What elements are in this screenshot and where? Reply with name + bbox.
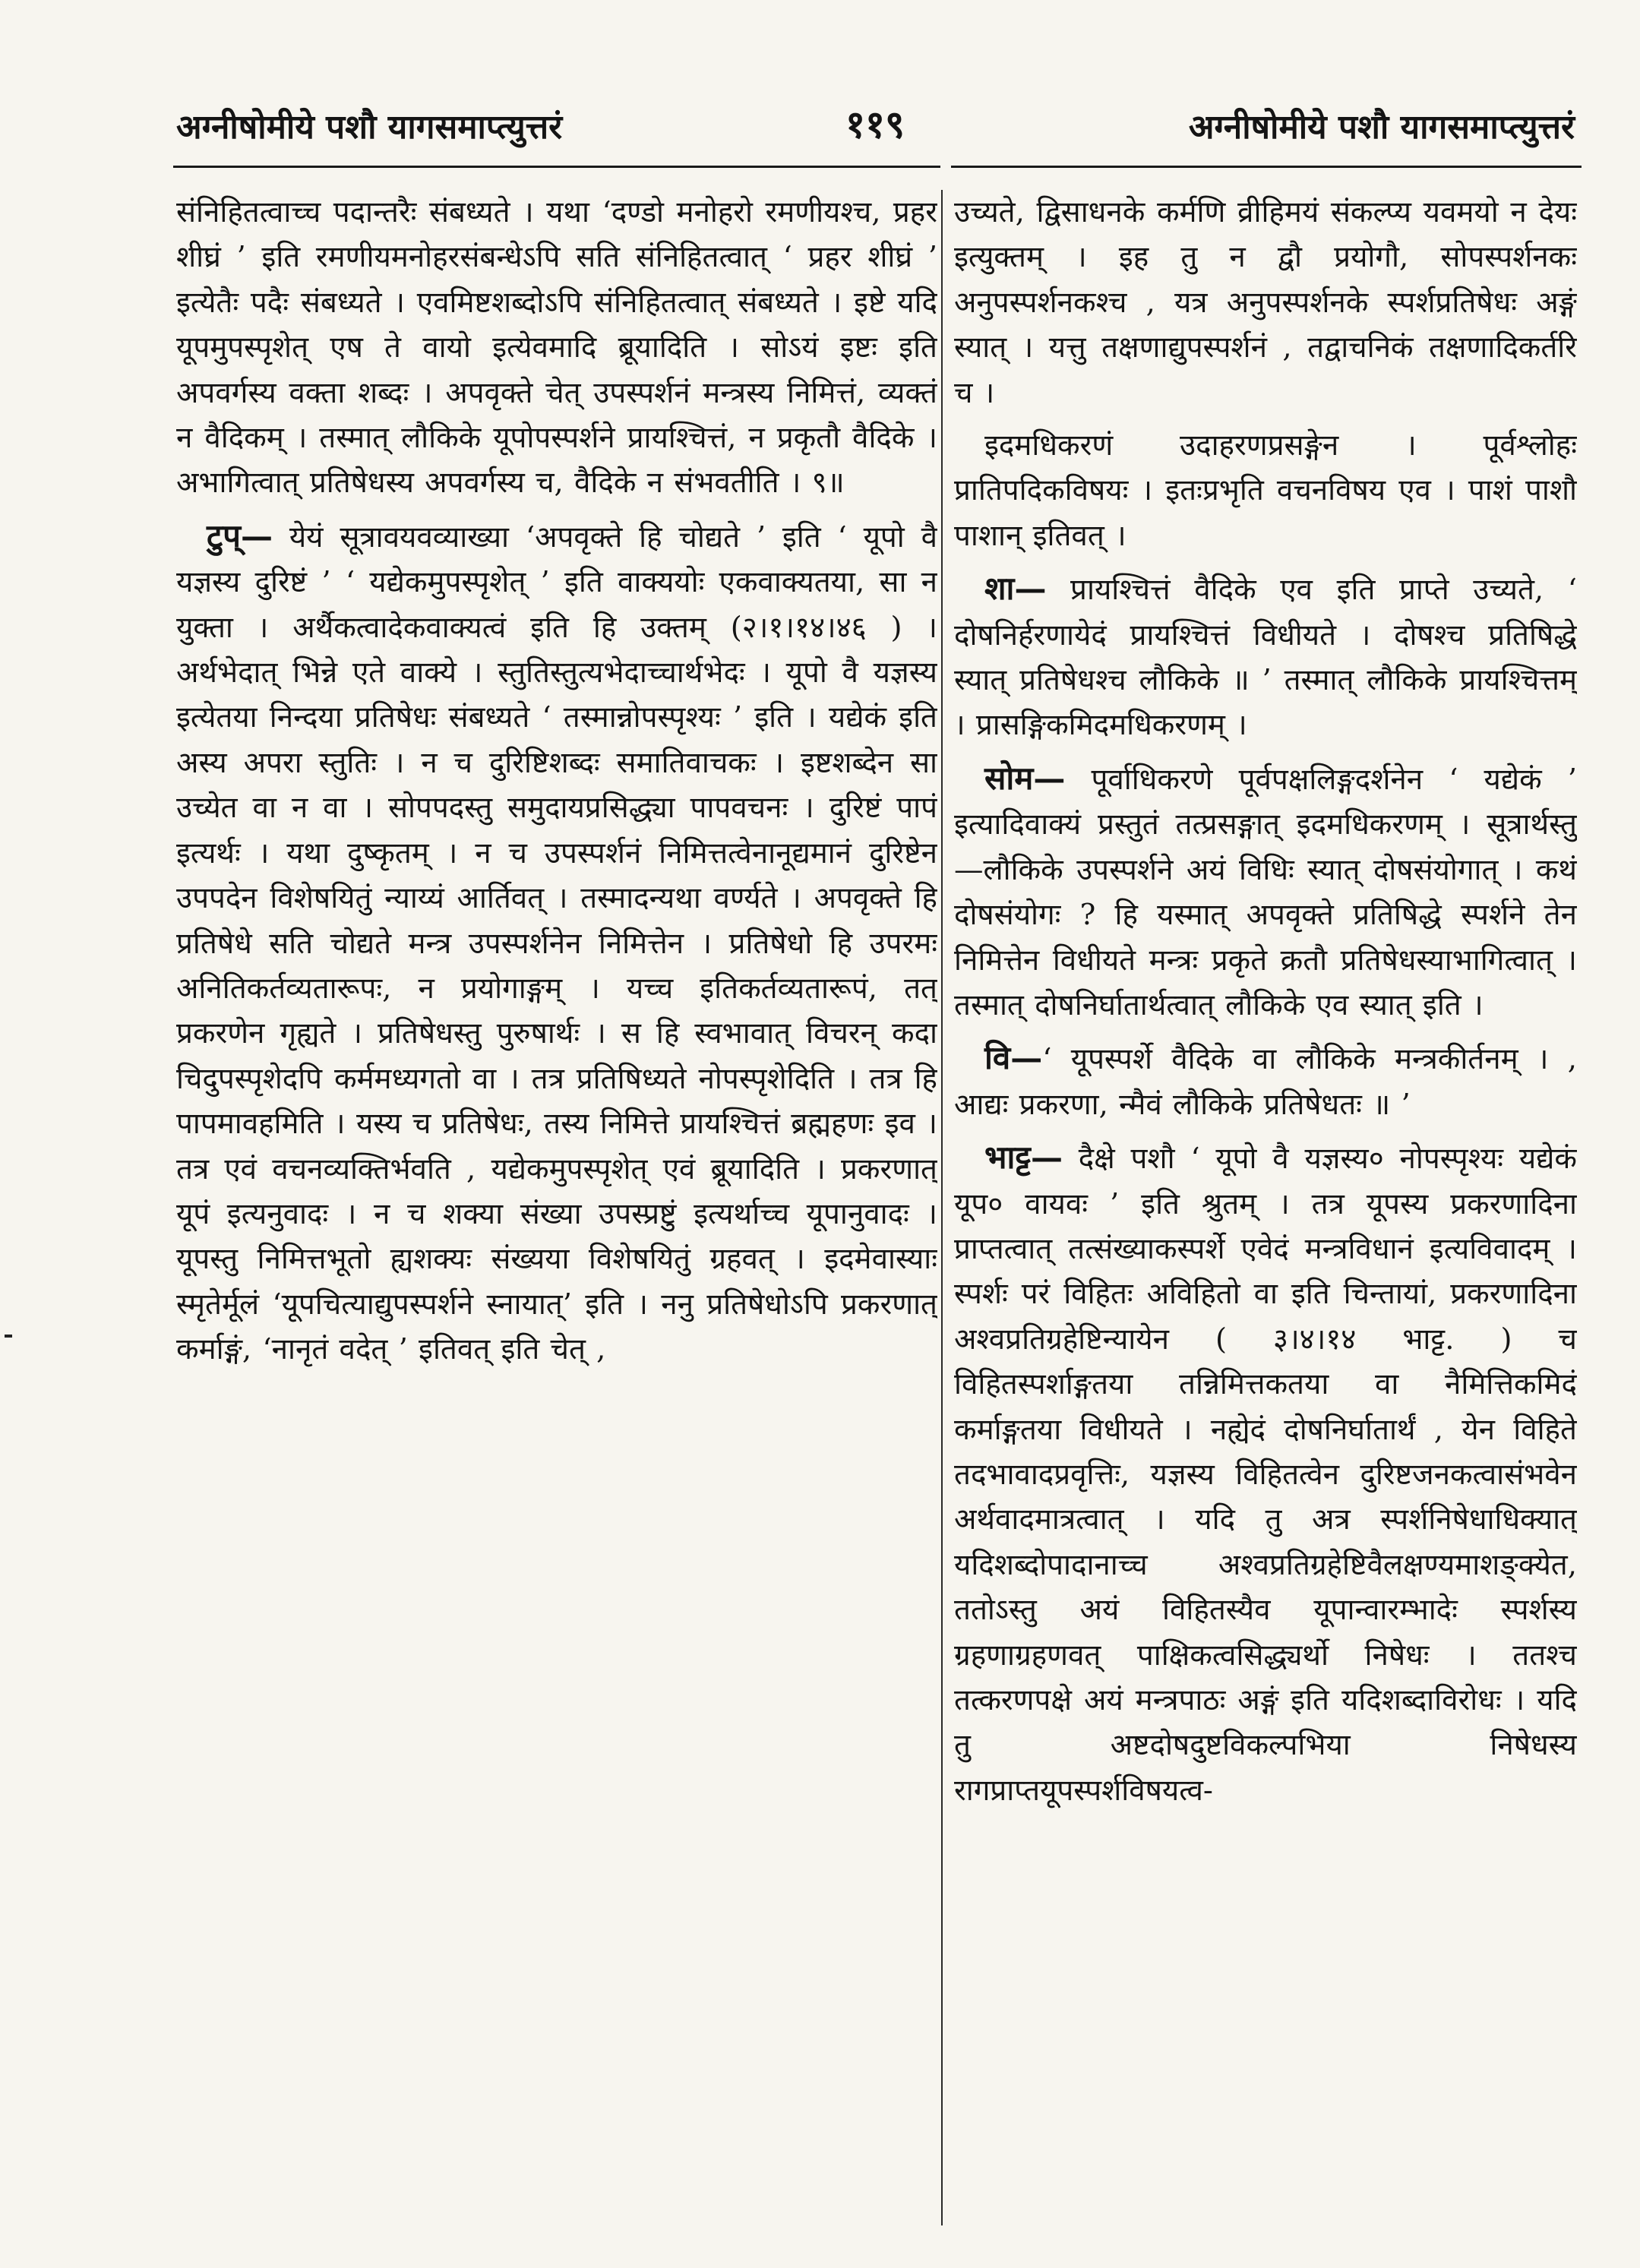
column-divider <box>941 190 943 2225</box>
margin-mark <box>5 1335 12 1338</box>
paragraph <box>954 566 1577 748</box>
paragraph-text: प्रायश्चित्तं वैदिके एव इति प्राप्ते उच्यते, ‘ दोषनिर्हरणायेदं प्रायश्चित्तं विधीयते । दोषश्च प्रतिषिद्धे स्यात् प्रतिषेधश्च लौकिके ॥ ’ तस्मात् लौकिके प्रायश्चित्तम् । प्रासङ्गिकमिदमधिकरणम् । <box>954 573 1577 743</box>
running-head-right: अग्नीषोमीये पशौ यागसमाप्त्युत्तरं <box>1188 108 1575 147</box>
paragraph-text: पूर्वाधिकरणे पूर्वपक्षलिङ्गदर्शनेन ‘ यद्येकं ’ इत्यादिवाक्यं प्रस्तुतं तत्प्रसङ्गात् इदमधिकरणम् । सूत्रार्थस्तु—लौकिके उपस्पर्शने अयं विधिः स्यात् दोषसंयोगात् । कथं दोषसंयोगः ? हि यस्मात् अपवृक्ते प्रतिषिद्धे स्पर्शने तेन निमित्तेन विधीयते मन्त्रः प्रकृते क्रतौ प्रतिषेधस्याभागित्वात् । तस्मात् दोषनिर्घातार्थत्वात् लौकिके एव स्यात् इति । <box>954 762 1577 1022</box>
paragraph-text: इदमधिकरणं उदाहरणप्रसङ्गेन । पूर्वश्लोहः प्रातिपदिकविषयः । इतःप्रभृति वचनविषय एव । पाशं पाशौ पाशान् इतिवत् । <box>954 428 1577 553</box>
commentary-marker: वि— <box>984 1039 1043 1077</box>
left-text-column <box>176 190 937 2241</box>
header-rule-left <box>173 166 940 168</box>
paragraph <box>176 513 937 1372</box>
commentary-marker: टुप्— <box>207 516 273 554</box>
paragraph <box>954 1135 1577 1813</box>
paragraph-text: दैक्षे पशौ ‘ यूपो वै यज्ञस्य० नोपस्पृश्यः यद्येकं यूप० वायवः ’ इति श्रुतम् । तत्र यूपस्य प्रकरणादिना प्राप्तत्वात् तत्संख्याकस्पर्शे एवेदं मन्त्रविधानं इत्यविवादम् । स्पर्शः परं विहितः अविहितो वा इति चिन्तायां, प्रकरणादिना अश्वप्रतिग्रहेष्टिन्यायेन ( ३।४।१४ भाट्ट. ) च विहितस्पर्शाङ्गतया तन्निमित्तकतया वा नैमित्तिकमिदं कर्माङ्गतया विधीयते । नह्येदं दोषनिर्घातार्थं , येन विहिते तदभावादप्रवृत्तिः, यज्ञस्य विहितत्वेन दुरिष्टजनकत्वासंभवेन अर्थवादमात्रत्वात् । यदि तु अत्र स्पर्शनिषेधाधिक्यात् यदिशब्दोपादानाच्च अश्वप्रतिग्रहेष्टिवैलक्षण्यमाशङ्क्येत, ततोऽस्तु अयं विहितस्यैव यूपान्वारम्भादेः स्पर्शस्य ग्रहणाग्रहणवत् पाक्षिकत्वसिद्ध्यर्थो निषेधः । ततश्च तत्करणपक्षे अयं मन्त्रपाठः अङ्गं इति यदिशब्दाविरोधः । यदि तु अष्टदोषदुष्टविकल्पभिया निषेधस्य रागप्राप्तयूपस्पर्शविषयत्व- <box>954 1142 1577 1808</box>
running-head-left: अग्नीषोमीये पशौ यागसमाप्त्युत्तरं <box>176 108 563 147</box>
commentary-marker: सोम— <box>984 759 1066 797</box>
page-number: ११९ <box>845 102 905 147</box>
paragraph-text: येयं सूत्रावयवव्याख्या ‘अपवृक्ते हि चोद्यते ’ इति ‘ यूपो वै यज्ञस्य दुरिष्टं ’ ‘ यद्येकमुपस्पृशेत् ’ इति वाक्ययोः एकवाक्यतया, सा न युक्ता । अर्थैकत्वादेकवाक्यत्वं इति हि उक्तम् (२।१।१४।४६ ) । अर्थभेदात् भिन्ने एते वाक्ये । स्तुतिस्तुत्यभेदाच्चार्थभेदः । यूपो वै यज्ञस्य इत्येतया निन्दया प्रतिषेधः संबध्यते ‘ तस्मान्नोपस्पृश्यः ’ इति । यद्येकं इति अस्य अपरा स्तुतिः । न च दुरिष्टिशब्दः समातिवाचकः । इष्टशब्देन सा उच्येत वा न वा । सोपपदस्तु समुदायप्रसिद्ध्या पापवचनः । दुरिष्टं पापं इत्यर्थः । यथा दुष्कृतम् । न च उपस्पर्शनं निमित्तत्वेनानूद्यमानं दुरिष्टेन उपपदेन विशेषयितुं न्याय्यं आर्तिवत् । तस्मादन्यथा वर्ण्यते । अपवृक्ते हि प्रतिषेधे सति चोद्यते मन्त्र उपस्पर्शनेन निमित्तेन । प्रतिषेधो हि उपरमः अनितिकर्तव्यतारूपः, न प्रयोगाङ्गम् । यच्च इतिकर्तव्यतारूपं, तत् प्रकरणेन गृह्यते । प्रतिषेधस्तु पुरुषार्थः । स हि स्वभावात् विचरन् कदा चिदुपस्पृशेदपि कर्ममध्यगतो वा । तत्र प्रतिषिध्यते नोपस्पृशेदिति । तत्र हि पापमावहमिति । यस्य च प्रतिषेधः, तस्य निमित्ते प्रायश्चित्तं ब्रह्महणः इव । तत्र एवं वचनव्यक्तिर्भवति , यद्येकमुपस्पृशेत् एवं ब्रूयादिति । प्रकरणात् यूपं इत्यनुवादः । न च शक्या संख्या उपस्प्रष्टुं इत्यर्थाच्च यूपानुवादः । यूपस्तु निमित्तभूतो ह्यशक्यः संख्यया विशेषयितुं ग्रहवत् । इदमेवास्याः स्मृतेर्मूलं ‘यूपचित्याद्युपस्पर्शने स्नायात्’ इति । ननु प्रतिषेधोऽपि प्रकरणात् कर्माङ्गं, ‘नानृतं वदेत् ’ इतिवत् इति चेत् , <box>176 520 937 1367</box>
page-header <box>0 0 1640 152</box>
paragraph <box>954 190 1577 415</box>
paragraph <box>954 1035 1577 1127</box>
commentary-marker: शा— <box>984 570 1047 608</box>
paragraph-text: उच्यते, द्विसाधनके कर्मणि व्रीहिमयं संकल्प्य यवमयो न देयः इत्युक्तम् । इह तु न द्वौ प्रयोगौ, सोपस्पर्शनकः अनुपस्पर्शनकश्च , यत्र अनुपस्पर्शनके स्पर्शप्रतिषेधः अङ्गं स्यात् । यत्तु तक्षणाद्युपस्पर्शनं , तद्वाचनिकं तक्षणादिकर्तरि च । <box>954 195 1577 410</box>
paragraph-text: संनिहितत्वाच्च पदान्तरैः संबध्यते । यथा ‘दण्डो मनोहरो रमणीयश्च, प्रहर शीघ्रं ’ इति रमणीयमनोहरसंबन्धेऽपि सति संनिहितत्वात् ‘ प्रहर शीघ्रं ’ इत्येतैः पदैः संबध्यते । एवमिष्टशब्दोऽपि संनिहितत्वात् संबध्यते । इष्टे यदि यूपमुपस्पृशेत् एष ते वायो इत्येवमादि ब्रूयादिति । सोऽयं इष्टः इति अपवर्गस्य वक्ता शब्दः । अपवृक्ते चेत् उपस्पर्शनं मन्त्रस्य निमित्तं, व्यक्तं न वैदिकम् । तस्मात् लौकिके यूपोपस्पर्शने प्रायश्चित्तं, न प्रकृतौ वैदिके । अभागित्वात् प्रतिषेधस्य अपवर्गस्य च, वैदिके न संभवतीति । ९॥ <box>176 195 937 501</box>
header-rule-right <box>951 166 1582 168</box>
paragraph-text: ‘ यूपस्पर्शे वैदिके वा लौकिके मन्त्रकीर्तनम् । , आद्यः प्रकरणा, न्मैवं लौकिके प्रतिषेधतः ॥ ’ <box>954 1042 1577 1122</box>
paragraph <box>954 423 1577 558</box>
paragraph <box>176 190 937 506</box>
right-text-column <box>954 190 1577 2241</box>
commentary-marker: भाट्ट— <box>984 1139 1063 1177</box>
paragraph <box>954 756 1577 1028</box>
